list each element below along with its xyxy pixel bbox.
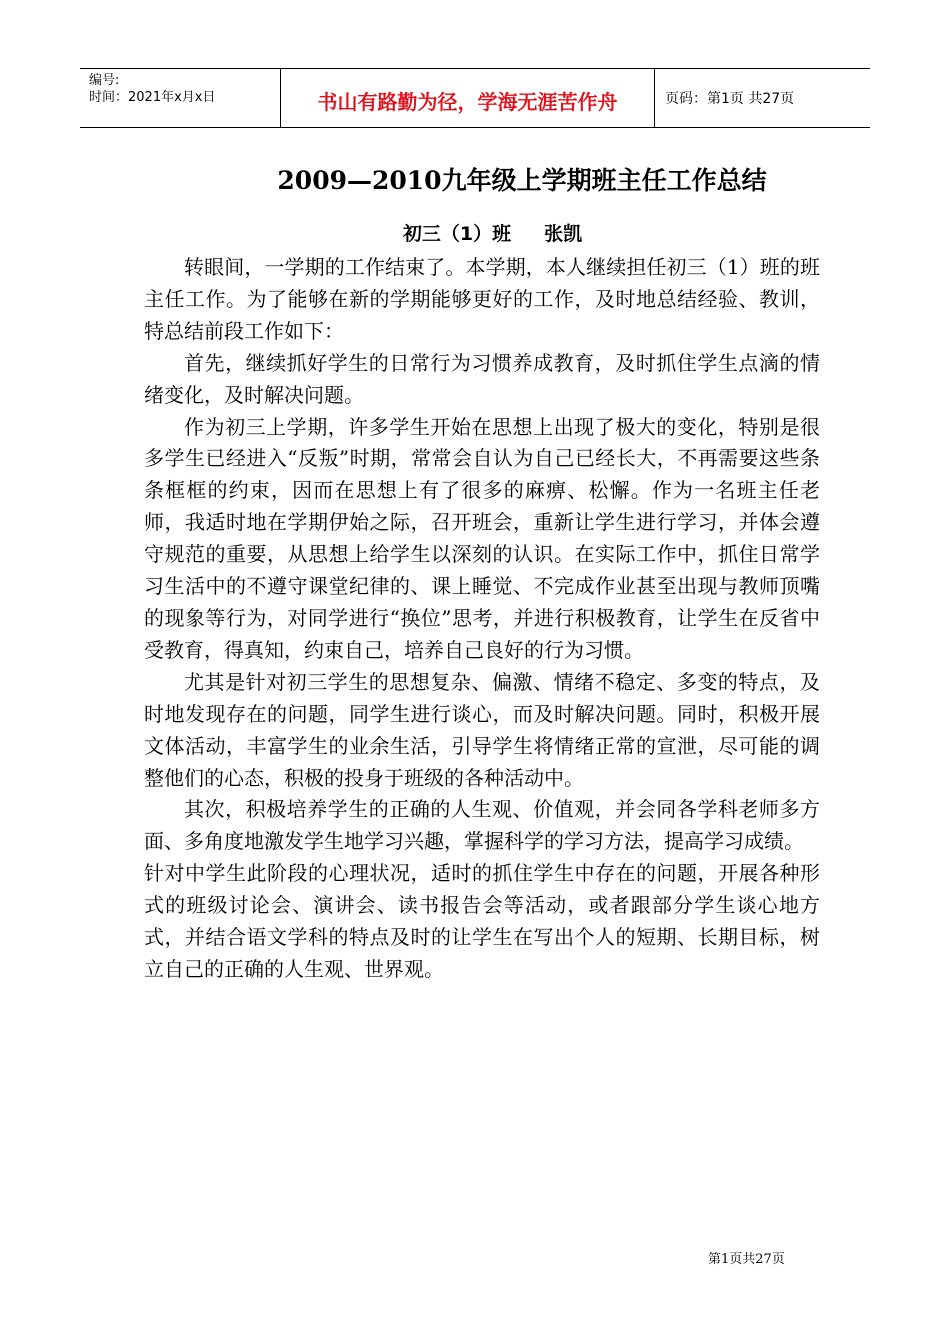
paragraph: 转眼间，一学期的工作结束了。本学期，本人继续担任初三（1）班的班主任工作。为了能够在新的学期能够更好的工作，及时地总结经验、教训，特总结前段工作如下：	[144, 255, 820, 343]
author-line: 初三（1）班 张凯	[402, 223, 583, 245]
document-body	[144, 252, 820, 986]
paragraph: 尤其是针对初三学生的思想复杂、偏激、情绪不稳定、多变的特点，及时地发现存在的问题，同学生进行谈心，而及时解决问题。同时，积极开展文体活动，丰富学生的业余生活，引导学生将情绪正常的宣泄，尽可能的调整他们的心态，积极的投身于班级的各种活动中。	[144, 669, 820, 790]
footer-page-number: 第1页共27页	[708, 1252, 785, 1267]
header-table	[80, 68, 870, 128]
header-meta-cell	[80, 69, 281, 127]
header-motto: 书山有路勤为径，学海无涯苦作舟	[281, 69, 655, 127]
paragraph: 针对中学生此阶段的心理状况，适时的抓住学生中存在的问题，开展各种形式的班级讨论会、演讲会、读书报告会等活动，或者跟部分学生谈心地方式，并结合语文学科的特点及时的让学生在写出个人的短期、长期目标，树立自己的正确的人生观、世界观。	[144, 861, 820, 981]
paragraph: 作为初三上学期，许多学生开始在思想上出现了极大的变化，特别是很多学生已经进入“反叛”时期，常常会自认为自己已经长大，不再需要这些条条框框的约束，因而在思想上有了很多的麻痹、松懈。作为一名班主任老师，我适时地在学期伊始之际，召开班会，重新让学生进行学习，并体会遵守规范的重要，从思想上给学生以深刻的认识。在实际工作中，抓住日常学习生活中的不遵守课堂纪律的、课上睡觉、不完成作业甚至出现与教师顶嘴的现象等行为，对同学进行“换位”思考，并进行积极教育，让学生在反省中受教育，得真知，约束自己，培养自己良好的行为习惯。	[144, 414, 820, 662]
paragraph: 首先，继续抓好学生的日常行为习惯养成教育，及时抓住学生点滴的情绪变化，及时解决问题。	[144, 350, 820, 407]
header-page-info: 页码：第1页 共27页	[665, 91, 795, 107]
time-label: 时间：2021年x月x日	[89, 90, 216, 105]
paragraph: 其次，积极培养学生的正确的人生观、价值观，并会同各学科老师多方面、多角度地激发学生地学习兴趣，掌握科学的学习方法，提高学习成绩。	[144, 797, 820, 854]
document-title: 2009—2010九年级上学期班主任工作总结	[277, 166, 767, 195]
serial-number-label: 编号:	[89, 73, 120, 88]
